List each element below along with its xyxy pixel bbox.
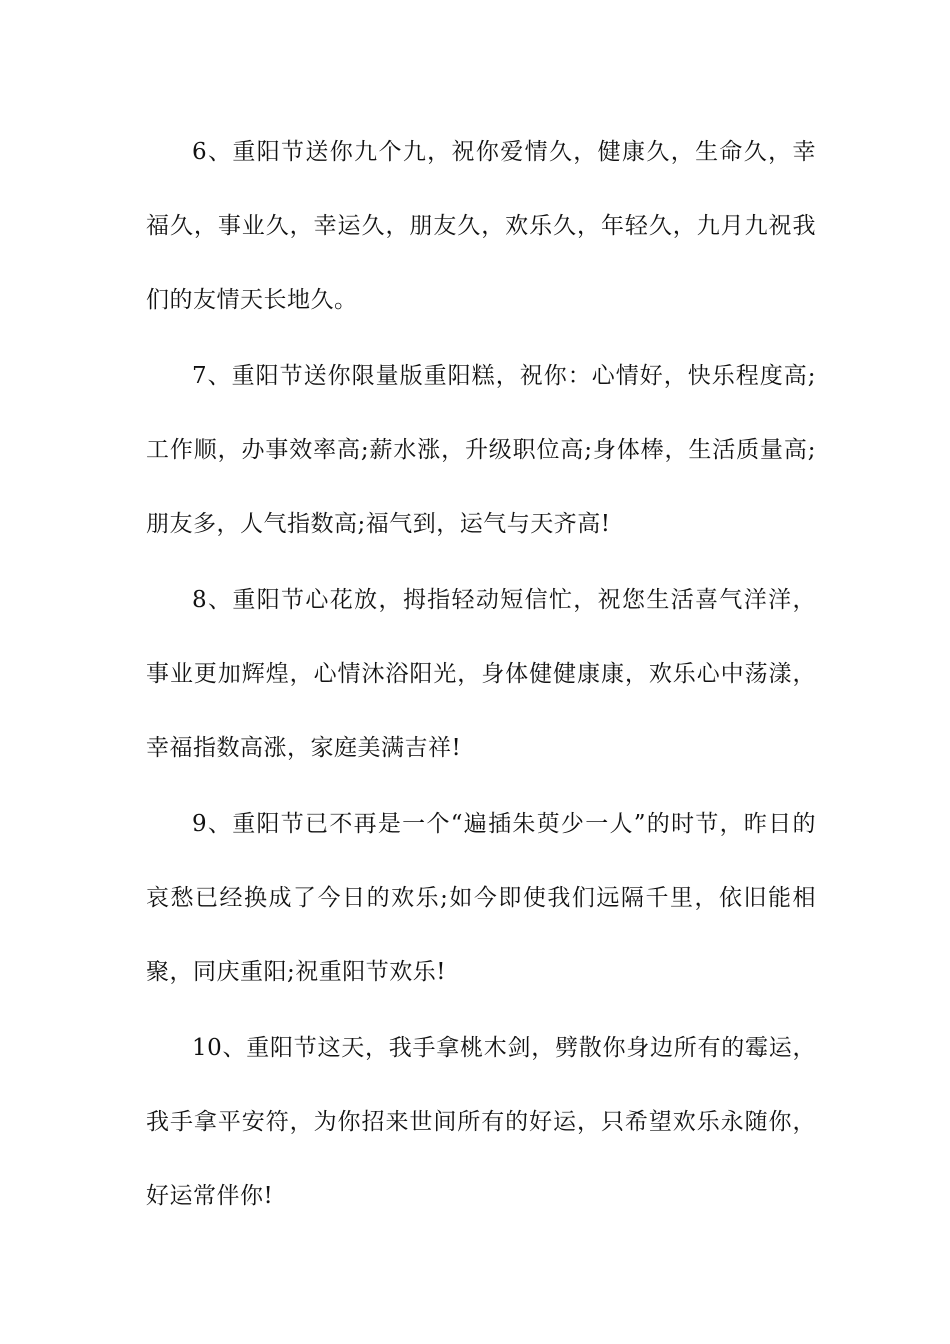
paragraph-10: 10、重阳节这天，我手拿桃木剑，劈散你身边所有的霉运，我手拿平安符，为你招来世间所有的好运，只希望欢乐永随你，好运常伴你! [146, 1035, 816, 1209]
paragraph-9: 9、重阳节已不再是一个“遍插朱萸少一人”的时节，昨日的哀愁已经换成了今日的欢乐;如今即使我们远隔千里，依旧能相聚，同庆重阳;祝重阳节欢乐! [146, 811, 816, 985]
paragraph-6: 6、重阳节送你九个九，祝你爱情久，健康久，生命久，幸福久，事业久，幸运久，朋友久，欢乐久，年轻久，九月九祝我们的友情天长地久。 [146, 139, 816, 313]
paragraph-7: 7、重阳节送你限量版重阳糕，祝你：心情好，快乐程度高;工作顺，办事效率高;薪水涨，升级职位高;身体棒，生活质量高;朋友多，人气指数高;福气到，运气与天齐高! [146, 363, 816, 537]
paragraph-8: 8、重阳节心花放，拇指轻动短信忙，祝您生活喜气洋洋，事业更加辉煌，心情沐浴阳光，身体健健康康，欢乐心中荡漾，幸福指数高涨，家庭美满吉祥! [146, 587, 816, 761]
